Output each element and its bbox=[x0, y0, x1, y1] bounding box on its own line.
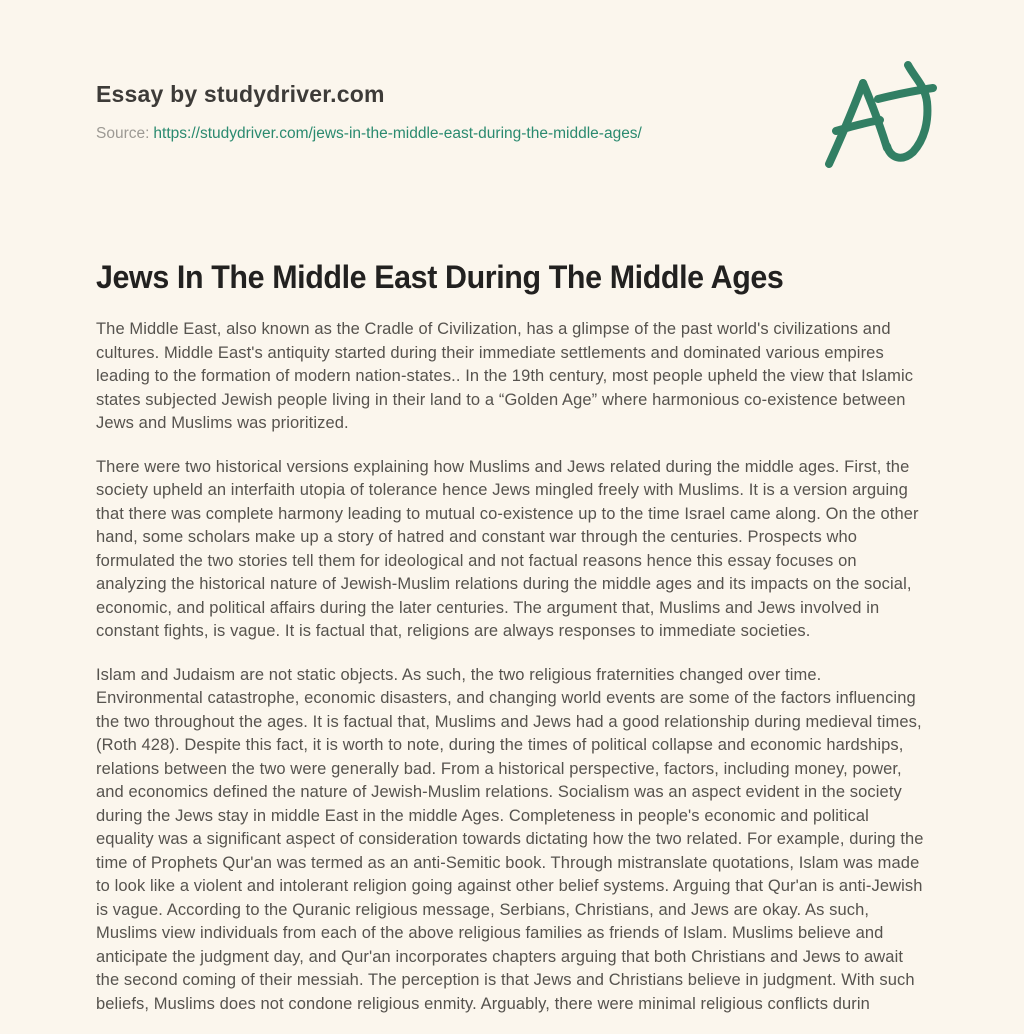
essay-paragraph-1: The Middle East, also known as the Cradle of Civilization, has a glimpse of the past world's civilizations and cultures. Middle East's antiquity started during their immediate settlements and dominated various empires leading to the formation of modern nation-states.. In the 19th century, most people upheld the view that Islamic states subjected Jewish people living in their land to a “Golden Age” where harmonious co-existence between Jews and Muslims was prioritized. bbox=[96, 320, 914, 432]
essay-paragraph-3: Islam and Judaism are not static objects. As such, the two religious fraternities changed over time. Environmental catastrophe, economic disasters, and changing world events are some of the factors influencing the two throughout the ages. It is factual that, Muslims and Jews had a good relationship during medieval times, (Roth 428). Despite this fact, it is worth to note, during the times of political collapse and economic hardships, relations between the two were generally bad. From a historical perspective, factors, including money, power, and economics defined the nature of Jewish-Muslim relations. Socialism was an aspect evident in the society during the Jews stay in middle East in the middle Ages. Completeness in people's economic and political equality was a significant aspect of consideration towards dictating how the two related. For example, during the time of Prophets Qur'an was termed as an anti-Semitic book. Through mistranslate quotations, Islam was made to look like a violent and intolerant religion going against other belief systems. Arguing that Qur'an is anti-Jewish is vague. According to the Quranic religious message, Serbians, Christians, and Jews are okay. As such, Muslims view individuals from each of the above religious families as friends of Islam. Muslims believe and anticipate the judgment day, and Qur'an incorporates chapters arguing that both Christians and Jews to await the second coming of their messiah. The perception is that Jews and Christians believe in judgment. With such beliefs, Muslims does not condone religious enmity. Arguably, there were minimal religious conflicts durin bbox=[96, 665, 924, 1013]
byline-heading: Essay by studydriver.com bbox=[96, 81, 385, 107]
source-label: Source: bbox=[96, 125, 150, 142]
source-line bbox=[96, 123, 928, 144]
essay-paragraph-2: There were two historical versions explaining how Muslims and Jews related during the middle ages. First, the society upheld an interfaith utopia of tolerance hence Jews mingled freely with Muslims. It is a version arguing that there was complete harmony leading to mutual co-existence up to the time Israel came along. On the other hand, some scholars make up a story of hatred and constant war through the centuries. Prospects who formulated the two stories tell them for ideological and not factual reasons hence this essay focuses on analyzing the historical nature of Jewish-Muslim relations during the middle ages and its impacts on the social, economic, and political affairs during the later centuries. The argument that, Muslims and Jews involved in constant fights, is vague. It is factual that, religions are always responses to immediate societies. bbox=[96, 457, 919, 640]
a-plus-logo-icon bbox=[820, 58, 942, 168]
page-title: Jews In The Middle East During The Middle Ages bbox=[96, 259, 784, 295]
essay-body bbox=[96, 318, 928, 1016]
source-url-link[interactable]: https://studydriver.com/jews-in-the-middle-east-during-the-middle-ages/ bbox=[153, 125, 642, 142]
